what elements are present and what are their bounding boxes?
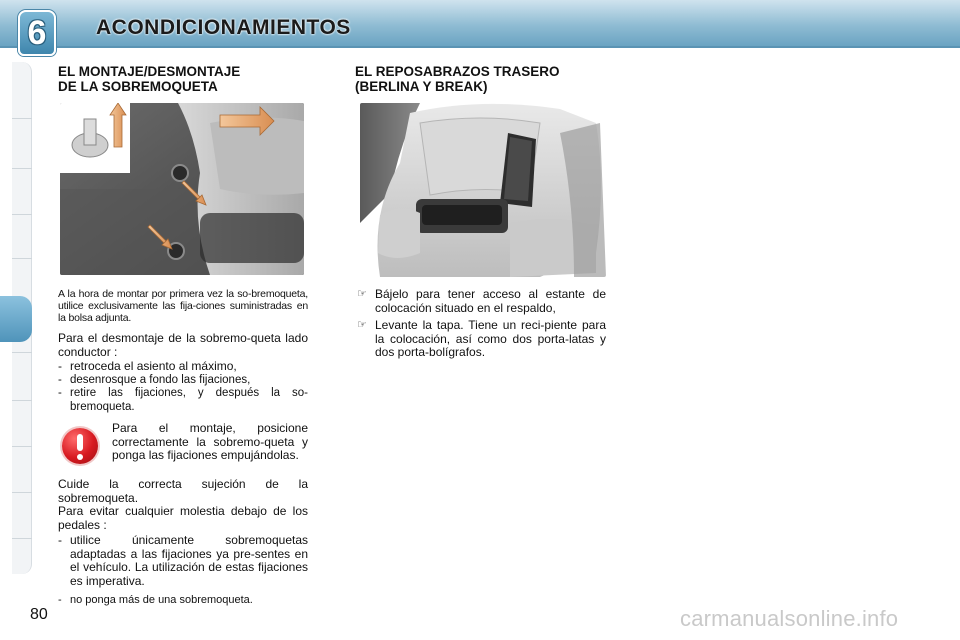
active-chapter-tab[interactable] — [0, 296, 32, 342]
warning-icon — [62, 428, 98, 464]
removal-steps-list — [58, 360, 308, 414]
fixing-check-text: Cuide la correcta sujeción de la sobremoqueta. — [58, 477, 308, 505]
hand-pointer-icon: ☞ — [357, 288, 367, 300]
pedals-steps-list — [58, 534, 308, 608]
list-item: ☞ Levante la tapa. Tiene un reci-piente para la colocación, así como dos porta-latas y dos porta-bolígrafos. — [357, 318, 606, 359]
index-divider — [12, 492, 32, 493]
list-item: - utilice únicamente sobremoquetas adaptadas a las fijaciones ya pre-sentes en el vehículo. La utilización de estas fijaciones es imperativa. — [58, 533, 308, 588]
index-divider — [12, 258, 32, 259]
index-divider — [12, 538, 32, 539]
index-divider — [12, 400, 32, 401]
section-heading-rear-armrest: EL REPOSABRAZOS TRASERO (BERLINA Y BREAK) — [355, 64, 560, 94]
page-title: ACONDICIONAMIENTOS — [96, 16, 351, 39]
index-divider — [12, 446, 32, 447]
floor-mat-photo — [60, 103, 304, 275]
page-number: 80 — [30, 606, 48, 623]
index-divider — [12, 352, 32, 353]
site-watermark[interactable]: carmanualsonline.info — [680, 606, 899, 631]
chapter-tab[interactable] — [18, 10, 56, 56]
armrest-instructions-list — [355, 288, 606, 364]
hand-pointer-icon: ☞ — [357, 319, 367, 331]
pedals-intro: Para evitar cualquier molestia debajo de los pedales : — [58, 504, 308, 532]
first-fitting-note: A la hora de montar por primera vez la so-bremoqueta, utilice exclusivamente las fija-ciones suministradas en la bolsa adjunta. — [58, 288, 308, 324]
list-item: - retroceda el asiento al máximo, — [58, 359, 237, 373]
floor-mat-illustration — [60, 103, 304, 275]
section-heading-floor-mat: EL MONTAJE/DESMONTAJE DE LA SOBREMOQUETA — [58, 64, 241, 94]
index-divider — [12, 214, 32, 215]
list-item: - retire las fijaciones, y después la so-bremoqueta. — [58, 387, 308, 413]
header-divider — [0, 46, 960, 48]
rear-armrest-illustration — [360, 103, 606, 277]
list-item: ☞ Bájelo para tener acceso al estante de colocación situado en el respaldo, — [357, 287, 606, 315]
rear-armrest-photo — [360, 103, 606, 277]
list-item: - desenrosque a fondo las fijaciones, — [58, 373, 251, 386]
index-divider — [12, 118, 32, 119]
warning-text: Para el montaje, posicione correctamente la sobremo-queta y ponga las fijaciones empujándolas. — [112, 421, 308, 462]
list-item: - no ponga más de una sobremoqueta. — [58, 594, 253, 606]
index-divider — [12, 168, 32, 169]
chapter-number: 6 — [27, 13, 47, 52]
removal-intro: Para el desmontaje de la sobremo-queta lado conductor : — [58, 331, 308, 359]
